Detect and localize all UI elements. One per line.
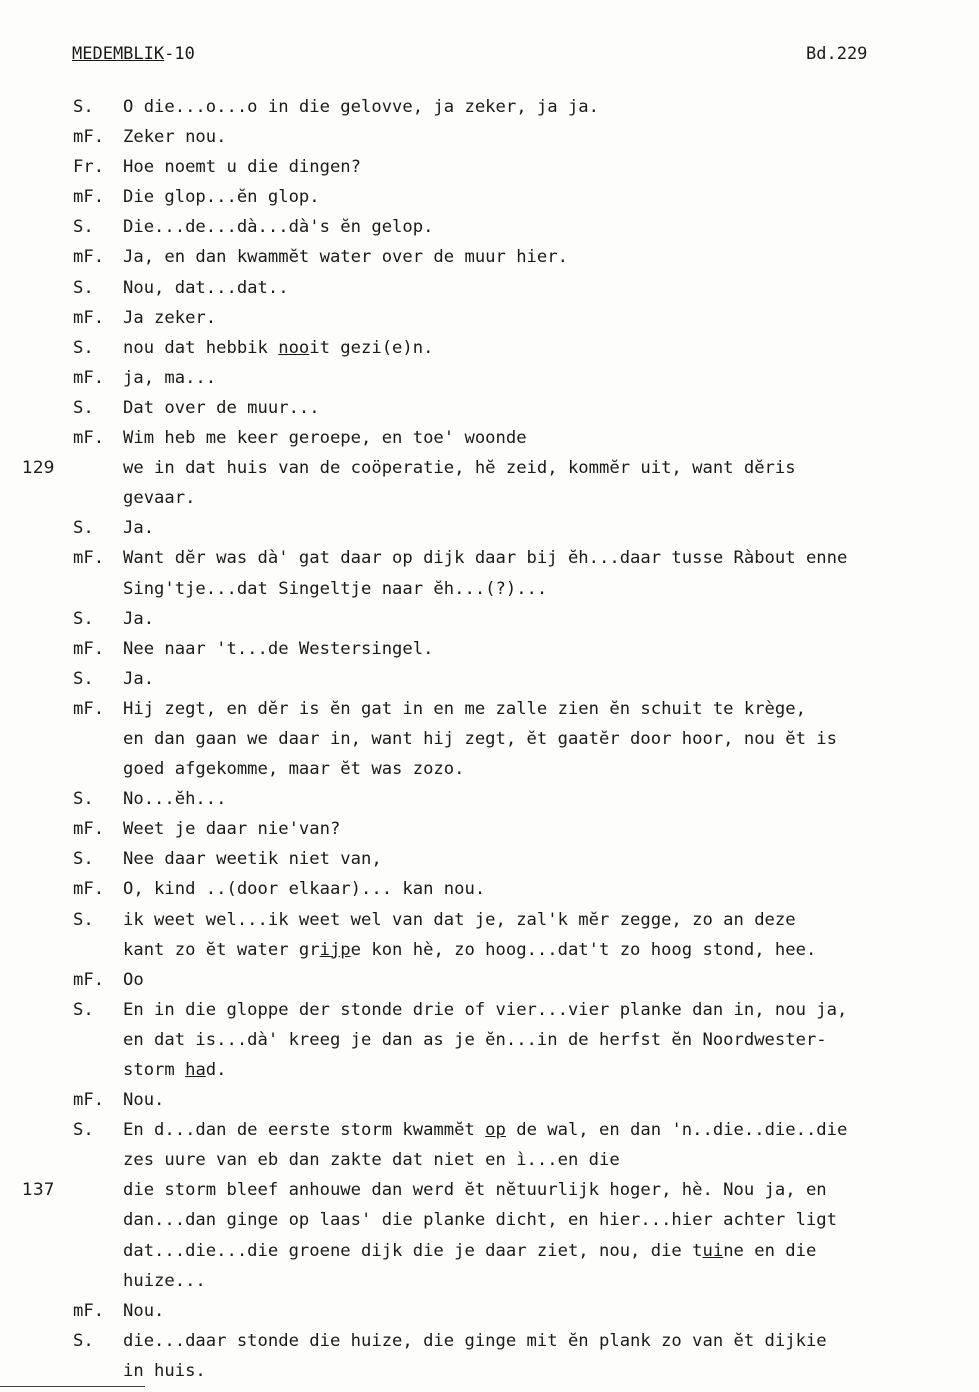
utterance-part: kant zo ĕt water gr bbox=[123, 939, 320, 960]
transcript-line bbox=[0, 1356, 979, 1386]
utterance-text: O die...o...o in die gelovve, ja zeker, ja ja. bbox=[123, 97, 599, 117]
transcript-line bbox=[0, 814, 979, 844]
utterance-text: Die glop...ĕn glop. bbox=[123, 187, 320, 208]
transcript-line bbox=[0, 483, 979, 513]
speaker-label: mF. bbox=[73, 969, 105, 990]
margin-line-number: 129 bbox=[22, 458, 55, 479]
utterance-text: goed afgekomme, maar ĕt was zozo. bbox=[123, 759, 465, 780]
speaker-label: mF. bbox=[73, 548, 105, 569]
utterance-text bbox=[123, 1236, 816, 1266]
utterance-text: Die...de...dà...dà's ĕn gelop. bbox=[123, 217, 434, 238]
utterance-part: de wal, en dan 'n..die..die..die bbox=[505, 1120, 848, 1141]
utterance-text: Nou, dat...dat.. bbox=[123, 277, 289, 298]
speaker-label: S. bbox=[73, 909, 94, 930]
speaker-label: S. bbox=[73, 1330, 94, 1351]
speaker-label: mF. bbox=[73, 879, 105, 900]
speaker-label: S. bbox=[73, 397, 94, 418]
speaker-label: S. bbox=[73, 668, 94, 689]
transcript-line bbox=[0, 1145, 979, 1175]
utterance-part: storm bbox=[123, 1060, 186, 1080]
utterance-text: Hoe noemt u die dingen? bbox=[123, 157, 361, 178]
transcript-line bbox=[0, 273, 979, 303]
speaker-label: mF. bbox=[73, 819, 105, 840]
margin-line-number: 137 bbox=[22, 1180, 55, 1201]
transcript-line bbox=[0, 182, 979, 212]
utterance-part: it gezi(e)n. bbox=[309, 337, 434, 358]
transcript-line bbox=[0, 303, 979, 333]
speaker-label: mF. bbox=[73, 1090, 105, 1111]
underlined-text: ha bbox=[185, 1060, 206, 1080]
transcript-line bbox=[0, 754, 979, 784]
speaker-label: Fr. bbox=[73, 157, 105, 178]
utterance-text: gevaar. bbox=[123, 488, 196, 509]
utterance-part: ne en die bbox=[723, 1240, 817, 1261]
utterance-text: Hij zegt, en dĕr is ĕn gat in en me zalle zien ĕn schuit te krège, bbox=[123, 698, 806, 719]
transcript-line bbox=[0, 1205, 979, 1235]
utterance-text: en dan gaan we daar in, want hij zegt, ĕt gaatĕr door hoor, nou ĕt is bbox=[123, 728, 837, 749]
utterance-text: Weet je daar nie'van? bbox=[123, 819, 341, 840]
utterance-text: Ja zeker. bbox=[123, 307, 217, 328]
utterance-text: die storm bleef anhouwe dan werd ĕt nĕtuurlijk hoger, hè. Nou ja, en bbox=[123, 1180, 827, 1201]
transcript-line bbox=[0, 905, 979, 935]
speaker-label: S. bbox=[73, 999, 94, 1020]
transcript-line bbox=[0, 242, 979, 272]
utterance-text: we in dat huis van de coöperatie, hĕ zeid, kommĕr uit, want dĕris bbox=[123, 458, 796, 479]
transcript-line bbox=[0, 965, 979, 995]
utterance-text: ik weet wel...ik weet wel van dat je, zal'k mĕr zegge, zo an deze bbox=[123, 909, 796, 930]
transcript-line bbox=[0, 784, 979, 814]
utterance-text: Ja. bbox=[123, 518, 155, 539]
utterance-text: O, kind ..(door elkaar)... kan nou. bbox=[123, 879, 486, 900]
speaker-label: mF. bbox=[73, 428, 105, 449]
speaker-label: S. bbox=[73, 849, 94, 870]
speaker-label: S. bbox=[73, 1120, 94, 1141]
utterance-text: in huis. bbox=[123, 1360, 206, 1381]
utterance-part: e kon hè, zo hoog...dat't zo hoog stond, hee. bbox=[350, 939, 817, 960]
utterance-text: Nee naar 't...de Westersingel. bbox=[123, 638, 434, 659]
transcript-line bbox=[0, 634, 979, 664]
transcript-line bbox=[0, 874, 979, 904]
transcript-line bbox=[0, 122, 979, 152]
underlined-text: ui bbox=[702, 1240, 724, 1261]
utterance-text: Ja, en dan kwammĕt water over de muur hier. bbox=[123, 247, 568, 268]
utterance-text bbox=[123, 333, 433, 363]
utterance-text: die...daar stonde die huize, die ginge mit ĕn plank zo van ĕt dijkie bbox=[123, 1330, 827, 1351]
utterance-text: Ja. bbox=[123, 608, 155, 629]
transcript-line bbox=[0, 1115, 979, 1145]
transcript-body bbox=[0, 92, 979, 1386]
utterance-text: en dat is...dà' kreeg je dan as je ĕn...in de herfst ĕn Noordwester- bbox=[123, 1029, 827, 1050]
transcript-line bbox=[0, 1175, 979, 1205]
transcript-line bbox=[0, 423, 979, 453]
utterance-text: dan...dan ginge op laas' die planke dicht, en hier...hier achter ligt bbox=[123, 1210, 837, 1231]
transcript-line bbox=[0, 1266, 979, 1296]
underlined-text: ijp bbox=[319, 939, 351, 960]
speaker-label: S. bbox=[73, 217, 94, 238]
speaker-label: S. bbox=[73, 337, 94, 358]
utterance-text: No...ĕh... bbox=[123, 789, 227, 810]
speaker-label: mF. bbox=[73, 1300, 105, 1321]
utterance-text: Nou. bbox=[123, 1300, 165, 1321]
transcript-line bbox=[0, 92, 979, 122]
speaker-label: mF. bbox=[73, 247, 105, 268]
transcript-line bbox=[0, 1025, 979, 1055]
transcript-line bbox=[0, 333, 979, 363]
speaker-label: mF. bbox=[73, 187, 105, 208]
utterance-text: Ja. bbox=[123, 668, 155, 689]
transcript-line bbox=[0, 513, 979, 543]
transcript-line bbox=[0, 844, 979, 874]
utterance-part: En d...dan de eerste storm kwammĕt bbox=[123, 1120, 486, 1141]
transcript-line bbox=[0, 363, 979, 393]
utterance-text: En in die gloppe der stonde drie of vier...vier planke dan in, nou ja, bbox=[123, 999, 848, 1020]
utterance-text: Nee daar weetik niet van, bbox=[123, 849, 382, 870]
speaker-label: mF. bbox=[73, 698, 105, 719]
utterance-text: Sing'tje...dat Singeltje naar ĕh...(?)... bbox=[123, 578, 548, 599]
utterance-part: dat...die...die groene dijk die je daar ziet, nou, die t bbox=[123, 1240, 703, 1261]
transcript-line bbox=[0, 393, 979, 423]
transcript-line bbox=[0, 1236, 979, 1266]
document-id: MEDEMBLIK-10 bbox=[72, 44, 195, 64]
utterance-text: huize... bbox=[123, 1270, 206, 1291]
utterance-text bbox=[123, 1115, 847, 1145]
speaker-label: S. bbox=[73, 608, 94, 629]
utterance-text: Want dĕr was dà' gat daar op dijk daar bij ĕh...daar tusse Ràbout enne bbox=[123, 548, 848, 569]
transcript-line bbox=[0, 604, 979, 634]
utterance-part: d. bbox=[205, 1060, 227, 1080]
transcript-line bbox=[0, 574, 979, 604]
utterance-part: nou dat hebbik bbox=[123, 337, 279, 358]
speaker-label: mF. bbox=[73, 367, 105, 388]
utterance-text: Wim heb me keer geroepe, en toe' woonde bbox=[123, 428, 527, 449]
utterance-text: Oo bbox=[123, 969, 144, 990]
speaker-label: S. bbox=[73, 97, 94, 117]
utterance-text: Dat over de muur... bbox=[123, 397, 320, 418]
utterance-text: Nou. bbox=[123, 1090, 165, 1111]
underlined-text: noo bbox=[278, 337, 310, 358]
transcript-line bbox=[0, 664, 979, 694]
transcript-line bbox=[0, 1085, 979, 1115]
transcript-line bbox=[0, 543, 979, 573]
footer-rule bbox=[0, 1386, 145, 1387]
transcript-line bbox=[0, 724, 979, 754]
transcript-line bbox=[0, 453, 979, 483]
transcript-line bbox=[0, 152, 979, 182]
speaker-label: mF. bbox=[73, 307, 105, 328]
transcript-line bbox=[0, 694, 979, 724]
speaker-label: mF. bbox=[73, 127, 105, 148]
transcript-line bbox=[0, 1326, 979, 1356]
utterance-text: zes uure van eb dan zakte dat niet en ì...en die bbox=[123, 1150, 620, 1171]
speaker-label: S. bbox=[73, 518, 94, 539]
utterance-text: Zeker nou. bbox=[123, 127, 227, 148]
utterance-text: ja, ma... bbox=[123, 367, 217, 388]
transcript-line bbox=[0, 1296, 979, 1326]
utterance-text bbox=[123, 1055, 227, 1085]
underlined-text: op bbox=[485, 1120, 506, 1141]
utterance-text bbox=[123, 935, 816, 965]
transcript-line bbox=[0, 1055, 979, 1085]
speaker-label: mF. bbox=[73, 638, 105, 659]
speaker-label: S. bbox=[73, 789, 94, 810]
volume-number: Bd.229 bbox=[806, 44, 868, 64]
transcript-line bbox=[0, 995, 979, 1025]
transcript-line bbox=[0, 212, 979, 242]
transcript-line bbox=[0, 935, 979, 965]
speaker-label: S. bbox=[73, 277, 94, 298]
